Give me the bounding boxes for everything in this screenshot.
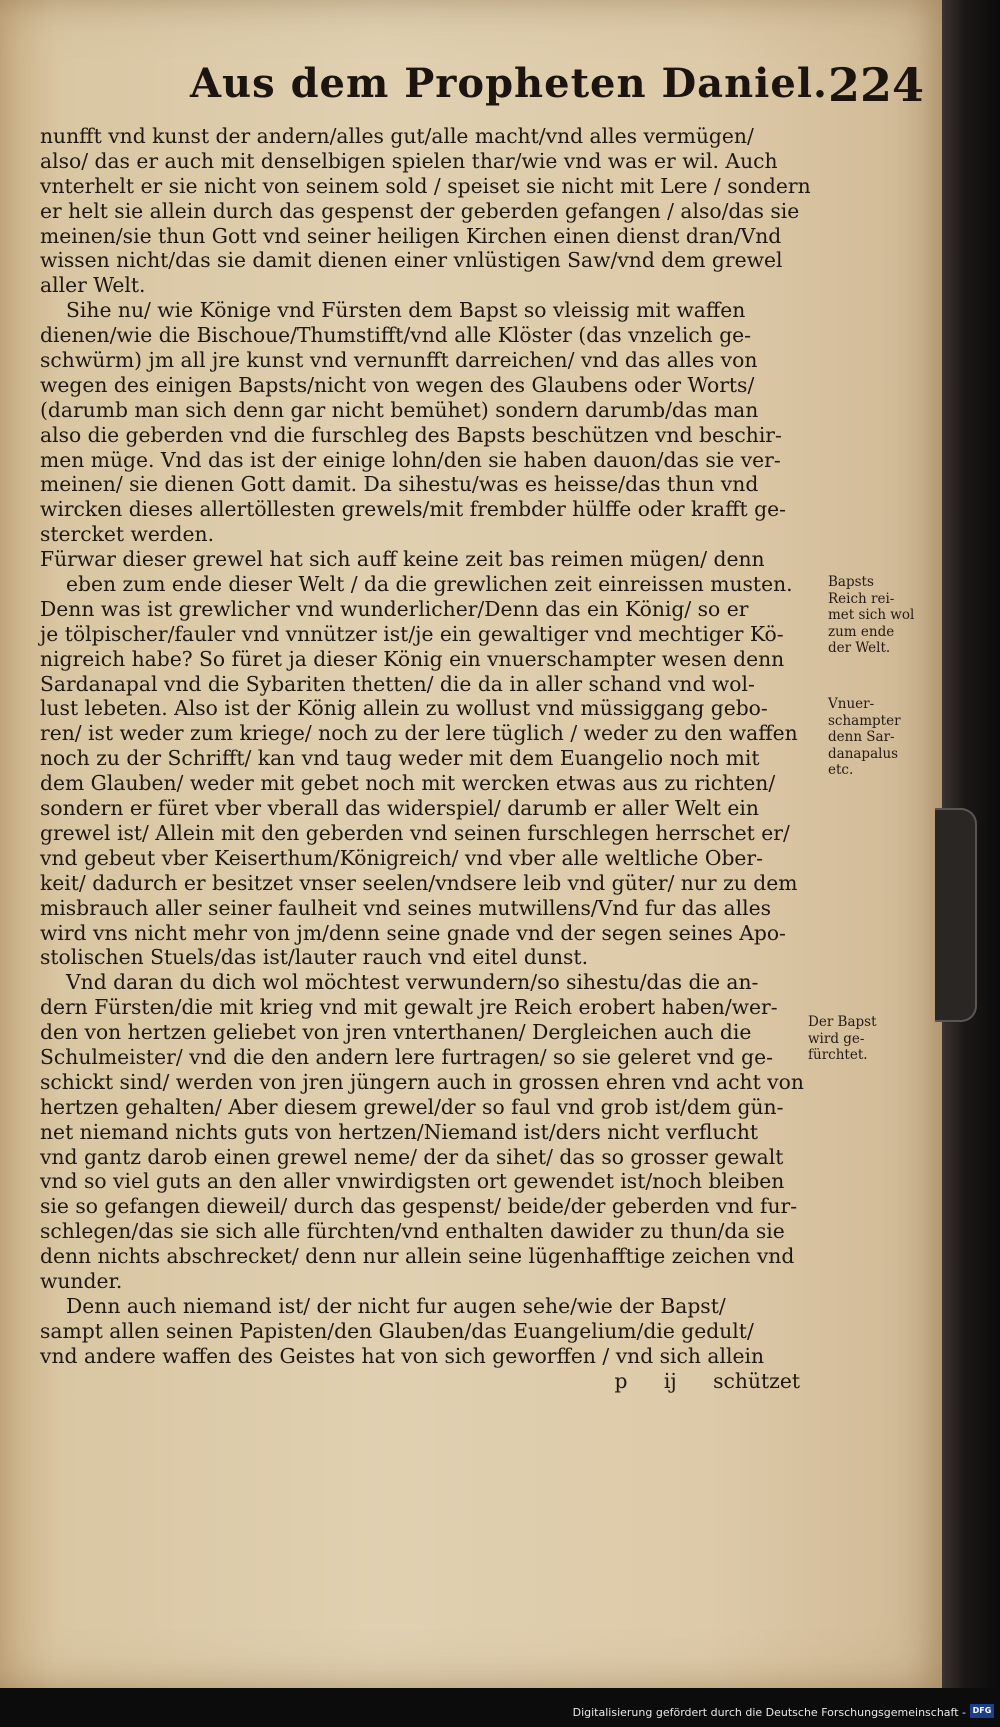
footer-credit: Digitalisierung gefördert durch die Deutsche Forschungsgemeinschaft - <box>572 1706 966 1719</box>
text-line: Schulmeister/ vnd die den andern lere furtragen/ so sie geleret vnd ge- <box>40 1044 773 1069</box>
text-line: wircken dieses allertöllesten grewels/mit frembder hülffe oder krafft ge- <box>40 497 786 522</box>
text-line: Denn was ist grewlicher vnd wunderlicher/Denn das ein König/ so er <box>40 596 749 621</box>
text-line: men müge. Vnd das ist der einige lohn/den sie haben dauon/das sie ver- <box>40 447 781 472</box>
marginal-line: met sich wol <box>828 607 915 623</box>
text-line: vnterhelt er sie nicht von seinem sold / speiset sie nicht mit Lere / sondern <box>40 173 811 198</box>
text-line: denn nichts abschrecket/ denn nur allein seine lügenhafftige zeichen vnd <box>40 1244 795 1269</box>
text-line: aller Welt. <box>40 273 146 298</box>
page-header <box>0 52 942 122</box>
running-title: Aus dem Propheten Daniel. <box>190 60 828 107</box>
marginal-note <box>828 574 938 657</box>
text-line: grewel ist/ Allein mit den geberden vnd seinen furschlegen herrschet er/ <box>40 820 790 845</box>
text-line: eben zum ende dieser Welt / da die grewlichen zeit einreissen musten. <box>66 572 793 597</box>
marginal-line: wird ge- <box>808 1030 865 1047</box>
text-line: er helt sie allein durch das gespenst der geberden gefangen / also/das sie <box>40 198 800 223</box>
text-line: vnd gebeut vber Keiserthum/Königreich/ vnd vber alle weltliche Ober- <box>40 845 763 870</box>
dfg-logo-icon: DFG <box>970 1704 994 1718</box>
marginal-line: Vnuer- <box>828 696 875 712</box>
text-line: stercket werden. <box>40 522 215 547</box>
text-line: ren/ ist weder zum kriege/ noch zu der lere tüglich / weder zu den waffen <box>40 721 798 746</box>
text-line: nunfft vnd kunst der andern/alles gut/alle macht/vnd alles vermügen/ <box>40 124 754 148</box>
signature-line <box>40 1369 820 1394</box>
text-line: vnd so viel guts an den aller vnwirdigsten ort gewendet ist/noch bleiben <box>40 1169 785 1194</box>
text-line: wissen nicht/das sie damit dienen einer vnlüstigen Saw/vnd dem grewel <box>40 248 783 273</box>
text-line: wird vns nicht mehr von jm/denn seine gnade vnd der segen seines Apo- <box>40 920 786 945</box>
text-line: also/ das er auch mit denselbigen spielen thar/wie vnd was er wil. Auch <box>40 148 778 173</box>
catchword: schützet <box>713 1368 800 1393</box>
text-line: schickt sind/ werden von jren jüngern auch in grossen ehren vnd acht von <box>40 1069 804 1094</box>
text-line: (darumb man sich denn gar nicht bemühet) sondern darumb/das man <box>40 397 759 422</box>
marginal-note <box>808 1014 918 1064</box>
text-line: keit/ dadurch er besitzet vnser seelen/vndsere leib vnd güter/ nur zu dem <box>40 870 798 895</box>
text-line: net niemand nichts guts von hertzen/Niemand ist/ders nicht verflucht <box>40 1119 759 1144</box>
text-line: noch zu der Schrifft/ kan vnd taug weder mit dem Euangelio noch mit <box>40 746 760 771</box>
text-line: vnd gantz darob einen grewel neme/ der da sihet/ das so grosser gewalt <box>40 1144 784 1169</box>
text-line: den von hertzen geliebet von jren vnterthanen/ Dergleichen auch die <box>40 1020 752 1045</box>
text-line: wunder. <box>40 1268 123 1293</box>
marginal-note <box>828 696 938 779</box>
marginal-line: Reich rei- <box>828 590 895 607</box>
text-line: dienen/wie die Bischoue/Thumstifft/vnd alle Klöster (das vnzelich ge- <box>40 323 752 348</box>
page-tab <box>935 808 977 1022</box>
marginal-line: etc. <box>828 762 854 778</box>
marginal-line: Der Bapst <box>808 1014 877 1030</box>
body-text <box>40 124 820 1393</box>
text-line: stolischen Stuels/das ist/lauter rauch vnd eitel dunst. <box>40 945 589 970</box>
text-line: meinen/sie thun Gott vnd seiner heiligen Kirchen einen dienst dran/Vnd <box>40 223 782 248</box>
marginal-line: der Welt. <box>828 640 891 656</box>
text-line: sampt allen seinen Papisten/den Glauben/das Euangelium/die gedult/ <box>40 1318 754 1343</box>
text-line: sondern er füret vber vberall das widerspiel/ darumb er aller Welt ein <box>40 796 759 821</box>
marginal-line: fürchtet. <box>808 1047 868 1063</box>
marginal-line: danapalus <box>828 745 899 762</box>
signature-mark: p ij <box>614 1368 677 1393</box>
text-line: vnd andere waffen des Geistes hat von sich geworffen / vnd sich allein <box>40 1343 765 1368</box>
text-line: nigreich habe? So füret ja dieser König ein vnuerschampter wesen denn <box>40 646 785 671</box>
marginal-line: zum ende <box>828 623 895 640</box>
text-line: je tölpischer/fauler vnd vnnützer ist/je ein gewaltiger vnd mechtiger Kö- <box>40 621 784 646</box>
page-number: 224 <box>828 58 925 112</box>
marginal-line: Bapsts <box>828 574 874 590</box>
text-line: Sardanapal vnd die Sybariten thetten/ die da in aller schand vnd wol- <box>40 671 755 696</box>
marginal-line: schampter <box>828 712 901 729</box>
text-line: Vnd daran du dich wol möchtest verwundern/so sihestu/das die an- <box>66 970 759 995</box>
text-line: wegen des einigen Bapsts/nicht von wegen des Glaubens oder Worts/ <box>40 372 755 397</box>
text-line: also die geberden vnd die furschleg des Bapsts beschützen vnd beschir- <box>40 422 782 447</box>
text-line: Sihe nu/ wie Könige vnd Fürsten dem Bapst so vleissig mit waffen <box>66 298 746 323</box>
text-line: hertzen gehalten/ Aber diesem grewel/der so faul vnd grob ist/dem gün- <box>40 1094 784 1119</box>
text-line: dern Fürsten/die mit krieg vnd mit gewalt jre Reich erobert haben/wer- <box>40 995 778 1020</box>
text-line: misbrauch aller seiner faulheit vnd seines mutwillens/Vnd fur das alles <box>40 895 772 920</box>
text-line: dem Glauben/ weder mit gebet noch mit wercken etwas aus zu richten/ <box>40 771 776 796</box>
text-line: Denn auch niemand ist/ der nicht fur augen sehe/wie der Bapst/ <box>66 1293 726 1318</box>
text-line: meinen/ sie dienen Gott damit. Da sihestu/was es heisse/das thun vnd <box>40 472 759 497</box>
text-line: schwürm) jm all jre kunst vnd vernunfft darreichen/ vnd das alles von <box>40 348 758 373</box>
text-line: sie so gefangen dieweil/ durch das gespenst/ beide/der geberden vnd fur- <box>40 1194 798 1219</box>
text-line: lust lebeten. Also ist der König allein zu wollust vnd müssiggang gebo- <box>40 696 768 721</box>
marginal-line: denn Sar- <box>828 729 895 745</box>
text-line: schlegen/das sie sich alle fürchten/vnd enthalten dawider zu thun/da sie <box>40 1219 785 1244</box>
text-line: Fürwar dieser grewel hat sich auff keine zeit bas reimen mügen/ denn <box>40 547 765 572</box>
